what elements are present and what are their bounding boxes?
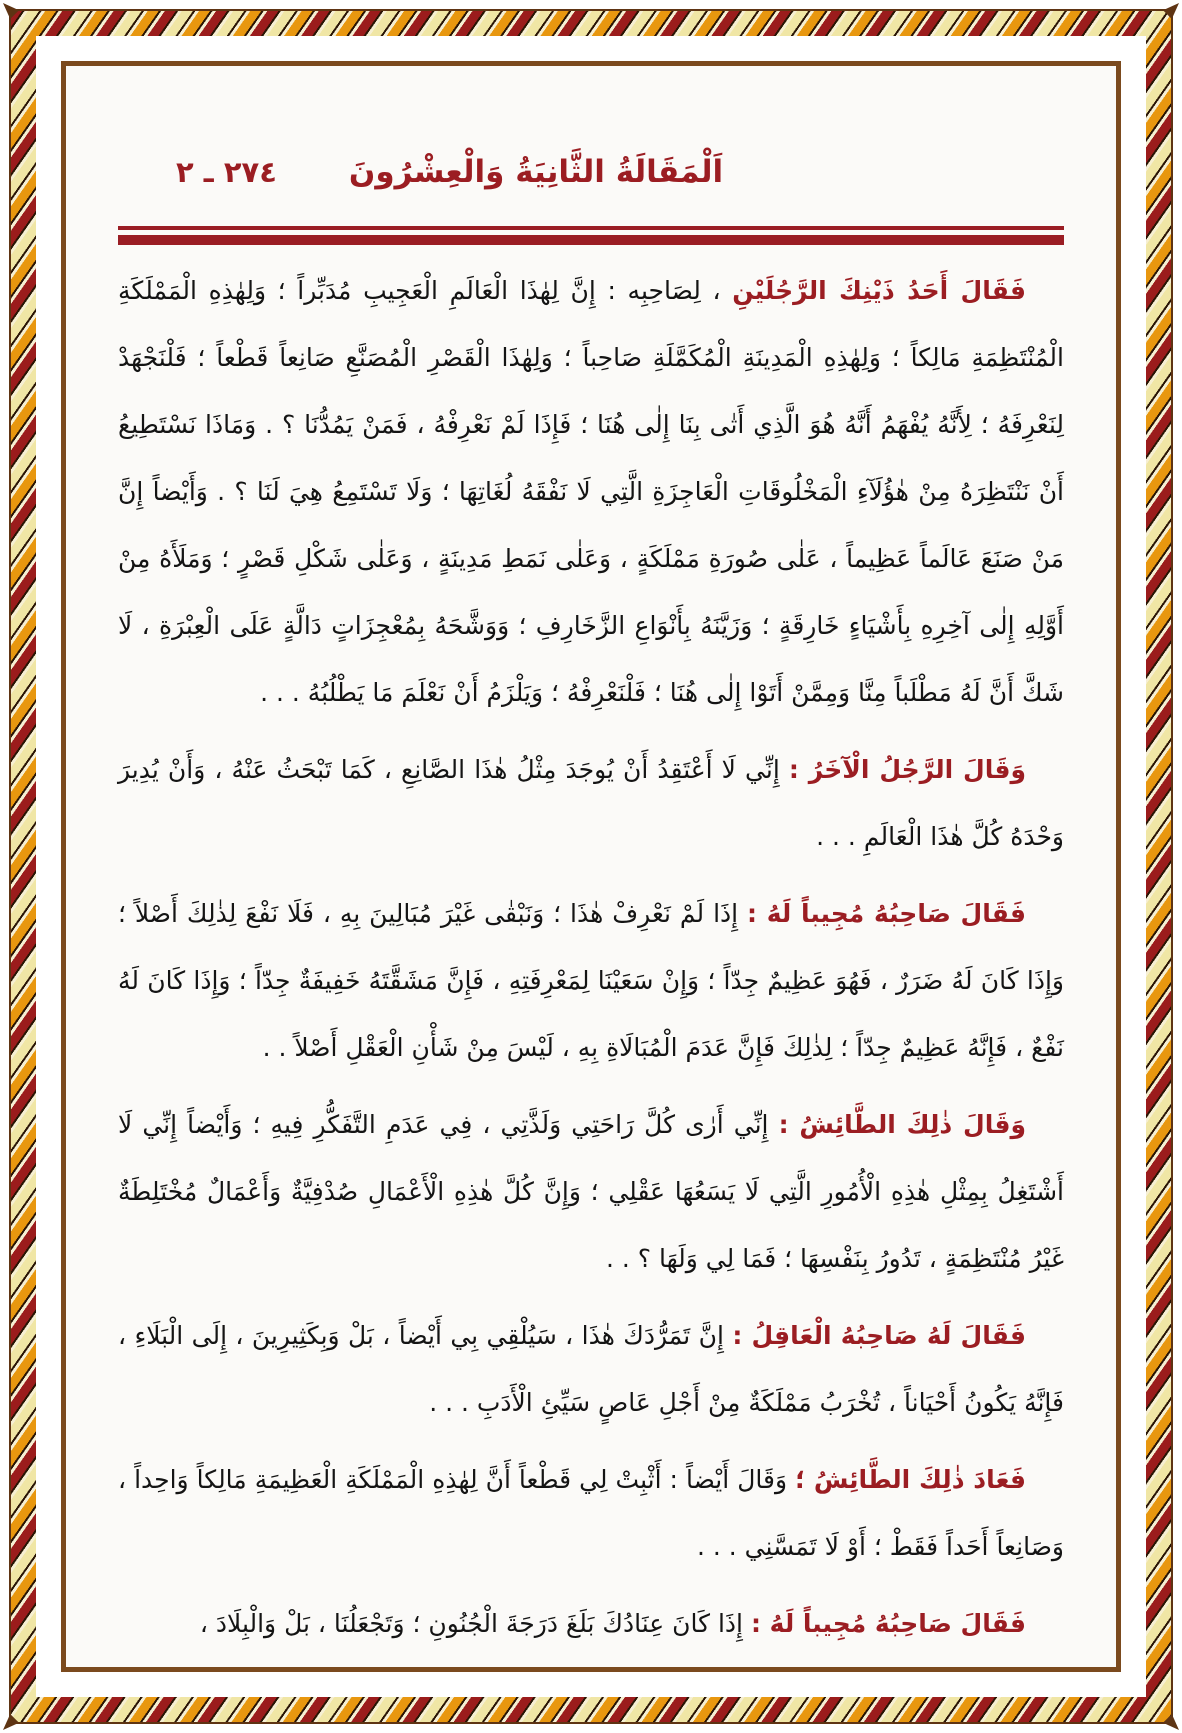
header-divider — [118, 226, 1064, 245]
paragraph-text: إِنَّ تَمَرُّدَكَ هٰذَا ، سَيُلْقِي بِي أَيْضاً ، بَلْ وَبِكَثِيرِينَ ، إِلَى الْبَلَاءِ ، فَإِنَّهُ يَكُونُ أَحْيَاناً ، تُخْرَبُ مَمْلَكَةٌ مِنْ أَجْلِ عَاصٍ سَيِّئِ الْأَدَبِ . . . — [118, 1321, 1064, 1417]
paragraph-4 — [118, 1091, 1064, 1292]
page-border — [9, 9, 1173, 1724]
speaker-lead: وَقَالَ ذٰلِكَ الطَّائِشُ : — [778, 1110, 1027, 1139]
paragraph-5 — [118, 1302, 1064, 1436]
divider-thick-bar — [118, 235, 1064, 245]
page-header — [118, 124, 1064, 220]
speaker-lead: فَقَالَ أَحَدُ ذَيْنِكَ الرَّجُلَيْنِ — [732, 276, 1026, 305]
paragraph-7 — [118, 1590, 1064, 1657]
ornamental-chain-frame — [11, 11, 1171, 1722]
paragraph-text: ، لِصَاحِبِه : إِنَّ لِهٰذَا الْعَالَمِ الْعَجِيبِ مُدَبِّراً ؛ وَلِهٰذِهِ الْمَمْلَكَةِ الْمُنْتَظِمَةِ مَالِكاً ؛ وَلِهٰذِهِ الْمَدِينَةِ الْمُكَمَّلَةِ صَاحِباً ؛ وَلِهٰذَا الْقَصْرِ الْمُصَنَّعِ صَانِعاً قَطْعاً ؛ فَلْنَجْهَدْ لِنَعْرِفَهُ ؛ لِأَنَّهُ يُفْهَمُ أَنَّهُ هُوَ الَّذِي أَتٰى بِنَا إِلٰى هُنَا ؛ فَإِذَا لَمْ نَعْرِفْهُ ، فَمَنْ يَمُدُّنَا ؟ . وَمَاذَا نَسْتَطِيعُ أَنْ نَنْتَظِرَهُ مِنْ هٰؤُلَآءِ الْمَخْلُوقَاتِ الْعَاجِزَةِ الَّتِي لَا نَفْقَهُ لُغَاتِهَا ؛ وَلَا تَسْتَمِعُ هِيَ لَنَا ؟ . وَأَيْضاً إِنَّ مَنْ صَنَعَ عَالَماً عَظِيماً ، عَلٰى صُورَةِ مَمْلَكَةٍ ، وَعَلٰى نَمَطِ مَدِينَةٍ ، وَعَلٰى شَكْلِ قَصْرٍ ؛ وَمَلَأَهُ مِنْ أَوَّلِهِ إِلٰى آخِرِهِ بِأَشْيَاءٍ خَارِقَةٍ ؛ وَزَيَّنَهُ بِأَنْوَاعِ الزَّخَارِفِ ؛ وَوَشَّحَهُ بِمُعْجِزَاتٍ دَالَّةٍ عَلَى الْعِبْرَةِ ، لَا شَكَّ أَنَّ لَهُ مَطْلَباً مِنَّا وَمِمَّنْ أَتَوْا إِلٰى هُنَا ؛ فَلْنَعْرِفْهُ ؛ وَيَلْزَمُ أَنْ نَعْلَمَ مَا يَطْلُبُهُ . . . — [118, 276, 1064, 707]
speaker-lead: وَقَالَ الرَّجُلُ الْآخَرُ : — [788, 755, 1026, 784]
paragraph-text: إِنِّي أَرٰى كُلَّ رَاحَتِي وَلَذَّتِي ، فِي عَدَمِ التَّفَكُّرِ فِيهِ ؛ وَأَيْضاً إِنِّي لَا أَشْتَغِلُ بِمِثْلِ هٰذِهِ الْأُمُورِ الَّتِي لَا يَسَعُهَا عَقْلِي ؛ وَإِنَّ كُلَّ هٰذِهِ الْأَعْمَالِ صُدْفِيَّةٌ وَأَعْمَالٌ مُخْتَلِطَةٌ غَيْرُ مُنْتَظِمَةٍ ، تَدُورُ بِنَفْسِهَا ؛ فَمَا لِي وَلَهَا ؟ . . — [118, 1110, 1064, 1273]
paragraph-2 — [118, 736, 1064, 870]
speaker-lead: فَقَالَ لَهُ صَاحِبُهُ الْعَاقِلُ : — [732, 1321, 1026, 1350]
paragraph-text: وَقَالَ أَيْضاً : أَثْبِتْ لِي قَطْعاً أَنَّ لِهٰذِهِ الْمَمْلَكَةِ الْعَظِيمَةِ مَالِكاً وَاحِداً ، وَصَانِعاً أَحَداً فَقَطْ ؛ أَوْ لَا تَمَسَّنِي . . . — [118, 1465, 1064, 1561]
inner-frame — [61, 61, 1121, 1672]
paragraph-1 — [118, 257, 1064, 726]
speaker-lead: فَقَالَ صَاحِبُهُ مُجِيباً لَهُ : — [750, 1609, 1026, 1638]
paragraph-3 — [118, 880, 1064, 1081]
paragraph-text: إِذَا لَمْ نَعْرِفْ هٰذَا ؛ وَنَبْقٰى غَيْرَ مُبَالِينَ بِهِ ، فَلَا نَفْعَ لِذٰلِكَ أَصْلاً ؛ وَإِذَا كَانَ لَهُ ضَرَرٌ ، فَهُوَ عَظِيمٌ جِدّاً ؛ وَإِنْ سَعَيْنَا لِمَعْرِفَتِهِ ، فَإِنَّ مَشَقَّتَهُ خَفِيفَةٌ جِدّاً ؛ وَإِذَا كَانَ لَهُ نَفْعٌ ، فَإِنَّهُ عَظِيمٌ جِدّاً ؛ لِذٰلِكَ فَإِنَّ عَدَمَ الْمُبَالَاةِ بِهِ ، لَيْسَ مِنْ شَأْنِ الْعَقْلِ أَصْلاً . . — [118, 899, 1064, 1062]
paragraph-6 — [118, 1446, 1064, 1580]
paragraph-text: إِنِّي لَا أَعْتَقِدُ أَنْ يُوجَدَ مِثْلُ هٰذَا الصَّانِعِ ، كَمَا تَبْحَثُ عَنْهُ ، وَأَنْ يُدِيرَ وَحْدَهُ كُلَّ هٰذَا الْعَالَمِ . . . — [118, 755, 1064, 851]
speaker-lead: فَقَالَ صَاحِبُهُ مُجِيباً لَهُ : — [747, 899, 1026, 928]
paragraph-text: إِذَا كَانَ عِنَادُكَ بَلَغَ دَرَجَةَ الْجُنُونِ ؛ وَتَجْعَلُنَا ، بَلْ وَالْبِلَادَ ، — [199, 1609, 744, 1638]
page-content — [96, 96, 1086, 1637]
page-number: ٢٧٤ ـ ٢ — [176, 155, 277, 189]
body-text — [118, 257, 1064, 1657]
page-title: اَلْمَقَالَةُ الثَّانِيَةُ وَالْعِشْرُونَ — [348, 154, 724, 190]
speaker-lead: فَعَادَ ذٰلِكَ الطَّائِشُ ؛ — [795, 1465, 1026, 1494]
